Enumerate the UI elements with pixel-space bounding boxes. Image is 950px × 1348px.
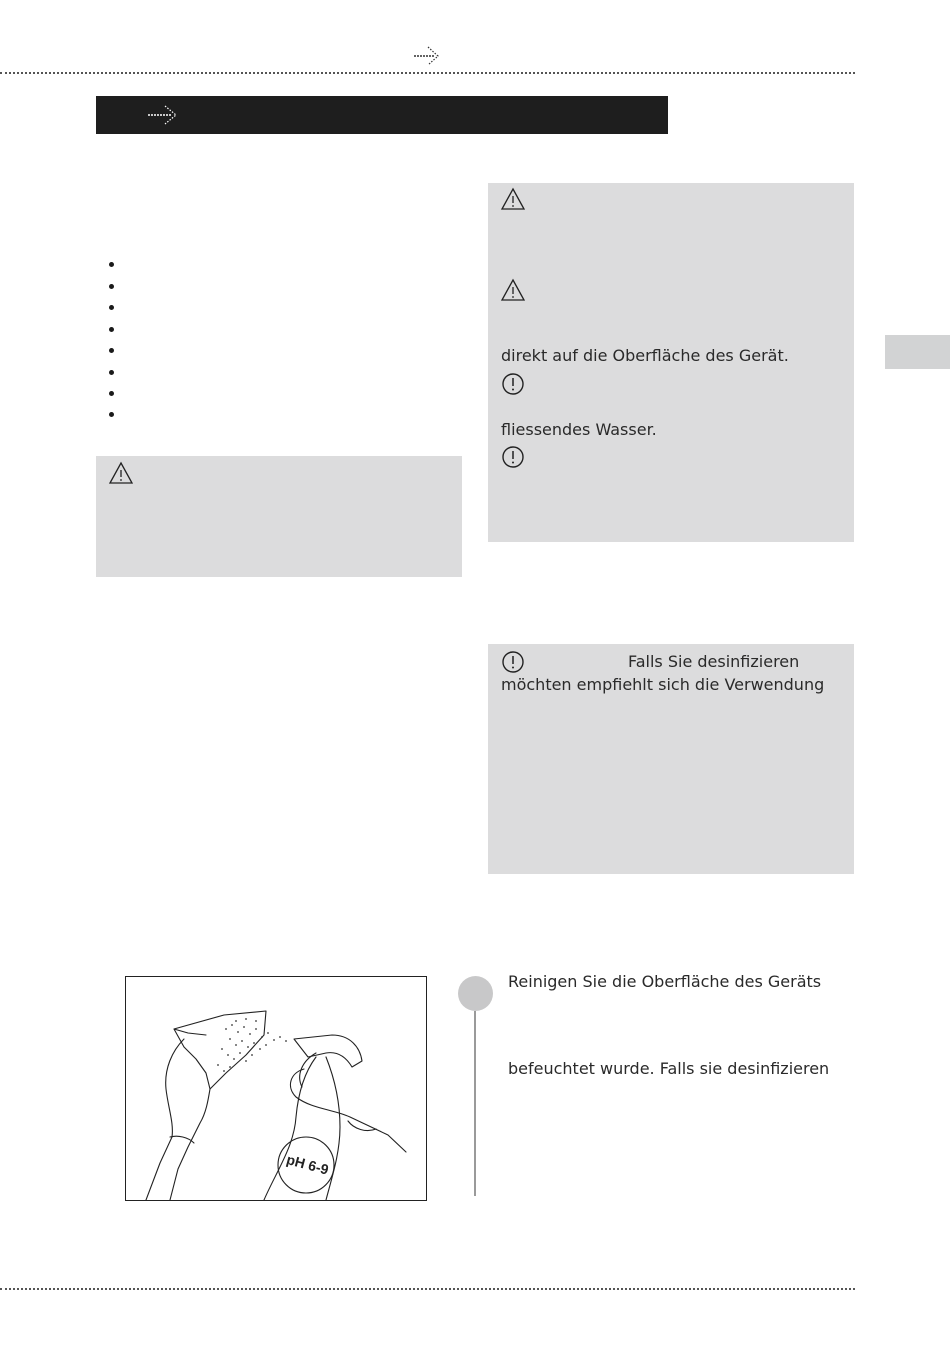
list-bullet [109, 348, 114, 353]
warning-triangle-icon [108, 460, 134, 486]
list-bullet [109, 262, 114, 267]
footer-divider [0, 1288, 855, 1290]
right-warning-box [488, 183, 854, 542]
title-arrow-icon [146, 103, 180, 127]
warning-triangle-icon [500, 277, 526, 303]
attention-circle-icon [500, 649, 526, 675]
surface-warning-text: direkt auf die Oberfläche des Gerät. [501, 346, 789, 365]
attention-circle-icon [500, 371, 526, 397]
notice-box [488, 644, 854, 874]
step-text-line-1: Reinigen Sie die Oberfläche des Geräts [508, 972, 822, 991]
step-line [474, 1011, 476, 1196]
spray-cleaning-drawing [126, 977, 426, 1200]
step-text-line-2: befeuchtet wurde. Falls sie desinfizieren [508, 1059, 830, 1078]
list-bullet [109, 327, 114, 332]
water-warning-text: fliessendes Wasser. [501, 420, 657, 439]
bottle-ph-label: pH 6-9 [284, 1151, 331, 1178]
list-bullet [109, 305, 114, 310]
list-bullet [109, 370, 114, 375]
notice-line-1: Falls Sie desinfizieren [628, 652, 800, 671]
left-warning-box [96, 456, 462, 577]
attention-circle-icon [500, 444, 526, 470]
section-title-bar [96, 96, 668, 134]
list-bullet [109, 284, 114, 289]
list-bullet [109, 412, 114, 417]
cleaning-illustration [125, 976, 427, 1201]
chapter-tab [885, 335, 950, 369]
list-bullet [109, 391, 114, 396]
header-arrow-icon [412, 44, 442, 68]
warning-triangle-icon [500, 186, 526, 212]
step-marker [458, 976, 493, 1011]
notice-line-2: möchten empfiehlt sich die Verwendung [501, 675, 825, 694]
header-divider [0, 72, 855, 74]
